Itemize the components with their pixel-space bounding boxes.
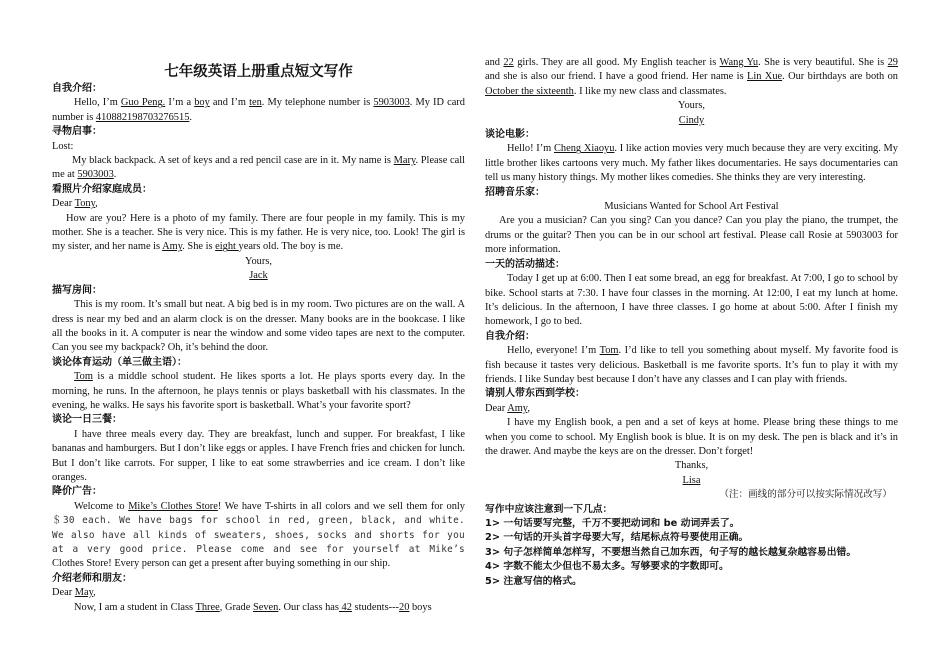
tip-item: 1> 一句话要写完整，千万不要把动词和 be 动词弄丢了。 [485, 518, 740, 529]
letter-greeting-amy: Dear Amy, [485, 402, 530, 414]
heading-bring-things: 请别人带东西到学校： [485, 388, 585, 400]
letter-signature-cindy: Cindy [678, 114, 705, 126]
right-column [485, 56, 898, 589]
letter-signature: Jack [249, 270, 268, 282]
page-title: 七年级英语上册重点短文写作 [164, 64, 353, 80]
letter-closing: Yours, [245, 255, 272, 267]
tips-heading: 写作中应该注意到一下几点： [485, 503, 613, 515]
para-daily: Today I get up at 6:00. Then I eat some bread, an egg for breakfast. At 7:00, I go to school by bike. School starts at 7:30. I have four classes in the morning. At 12:00, I eat my lunch at home. It’s delicious. In the afternoon, I have three classes. I go home at about 5:00. After I finish my homework, I go to bed. [485, 273, 898, 328]
lost-label: Lost: [52, 140, 74, 152]
para-self-intro: Hello, I’m Guo Peng. I’m a boy and I’m ten. My telephone number is 5903003. My ID card number is 410882198703276515. [52, 97, 465, 123]
para-sports: Tom is a middle school student. He likes sports a lot. He plays sports every day. In the morning, he runs. In the afternoon, he plays tennis or plays basketball with his classmates. In the evening, he walks. He says his favorite sport is basketball. What’s your favorite sport? [52, 371, 465, 411]
heading-self-intro: 自我介绍： [52, 83, 102, 94]
heading-musicians: 招聘音乐家： [485, 186, 545, 198]
tip-item: 3> 句子怎样简单怎样写，不要想当然自己加东西，句子写的越长越复杂越容易出错。 [485, 546, 857, 558]
left-column [52, 82, 465, 615]
para-meals: I have three meals every day. They are breakfast, lunch and supper. For breakfast, I like bananas and hamburgers. But I don’t like eggs or apples. I have French fries and chicken for lunch. But I don’t like carrots. For supper, I like to eat some strawberries and ice cream. I don’t like oranges. [52, 428, 465, 483]
letter-greeting-may: Dear May, [52, 587, 96, 599]
underline-note: （注：画线的部分可以按实际情况改写） [719, 489, 892, 501]
heading-self-intro-2: 自我介绍： [485, 330, 535, 342]
para-room: This is my room. It’s small but neat. A big bed is in my room. Two pictures are on the wall. A dress is near my bed and an alarm clock is on the dresser. Many books are in the bookcase. I like all the books in it. A computer is near the window and some video tapes are next to the computer. Can you see my backpack? Oh, it’s behind the door. [52, 299, 465, 354]
para-self-intro-2: Hello, everyone! I’m Tom. I’d like to tell you something about myself. My favorite food is fish because it tastes very delicious. Basketball is me favorite sports. It’s fun to play it with my friends. I like Sunday best because I don’t have any classes and I can play with friends. [485, 345, 898, 385]
heading-movies: 谈论电影： [485, 129, 535, 141]
letter-closing-cindy: Yours, [678, 100, 705, 112]
tip-item: 4> 字数不能太少但也不易太多。写够要求的字数即可。 [485, 561, 729, 573]
letter-signature-lisa: Lisa [682, 474, 701, 486]
letter-greeting: Dear Tony, [52, 198, 98, 210]
heading-sale-ad: 降价广告： [52, 486, 102, 498]
heading-daily: 一天的活动描述： [485, 258, 565, 270]
heading-lost-notice: 寻物启事： [52, 126, 102, 138]
heading-meals: 谈论一日三餐： [52, 414, 122, 426]
para-movies: Hello! I’m Cheng Xiaoyu. I like action movies very much because they are very exciting. My little brother likes cartoons very much. My father likes documentaries. He says documentaries can tell us many history things. My mother likes comedies. She thinks they are very interesting. [485, 143, 898, 184]
para-sale-ad: Welcome to Mike’s Clothes Store! We have T-shirts in all colors and we sell them for only ＄30 each. We have bags for school in red, green, black, and white. We also have all kinds of sweaters, shoes, socks and shorts for you at a very good price. Please come and see for yourself at Mike’s Clothes Store! Every person can get a present after buying something in our ship. [52, 500, 465, 570]
para-class: Now, I am a student in Class Three, Grade Seven. Our class has 42 students---20 boys [74, 601, 432, 613]
para-bring-things: I have my English book, a pen and a set of keys at home. Please bring these things to me when you come to school. My English book is blue. It is on my desk. The pen is black and it’s in the drawer. And maybe the keys are on the dresser. Don’t forget! [485, 417, 898, 457]
para-musicians: Are you a musician? Can you sing? Can you dance? Can you play the piano, the trumpet, the drums or the guitar? Then you can be in our school art festival. Please call Rosie at 5903003 for more information. [485, 215, 898, 256]
para-family: How are you? Here is a photo of my family. There are four people in my family. This is my mother. She is a teacher. She is very nice. This is my father. He is very nice, too. Look! The girl is my sister, and her name is Amy. She is eight years old. The boy is me. [52, 212, 465, 253]
letter-closing-lisa: Thanks, [674, 460, 709, 472]
tip-item: 5> 注意写信的格式。 [485, 575, 582, 587]
para-lost: My black backpack. A set of keys and a red pencil case are in it. My name is Mary. Please call me at 5903003. [52, 155, 465, 181]
heading-teacher-friend: 介绍老师和朋友： [52, 572, 132, 584]
heading-room: 描写房间： [52, 284, 102, 296]
heading-family-photo: 看照片介绍家庭成员： [52, 183, 152, 195]
writing-tips [485, 503, 898, 589]
tip-item: 2> 一句话的开头首字母要大写，结尾标点符号要使用正确。 [485, 532, 749, 544]
ad-title: Musicians Wanted for School Art Festival [604, 201, 779, 213]
para-class-cont: and 22 girls. They are all good. My English teacher is Wang Yu. She is very beautiful. She is 29 and she is also our friend. I have a good friend. Her name is Lin Xue. Our birthdays are both on October the sixteenth. I like my new class and classmates. [485, 57, 899, 97]
heading-sports: 谈论体育运动（单三做主语）： [52, 356, 187, 368]
